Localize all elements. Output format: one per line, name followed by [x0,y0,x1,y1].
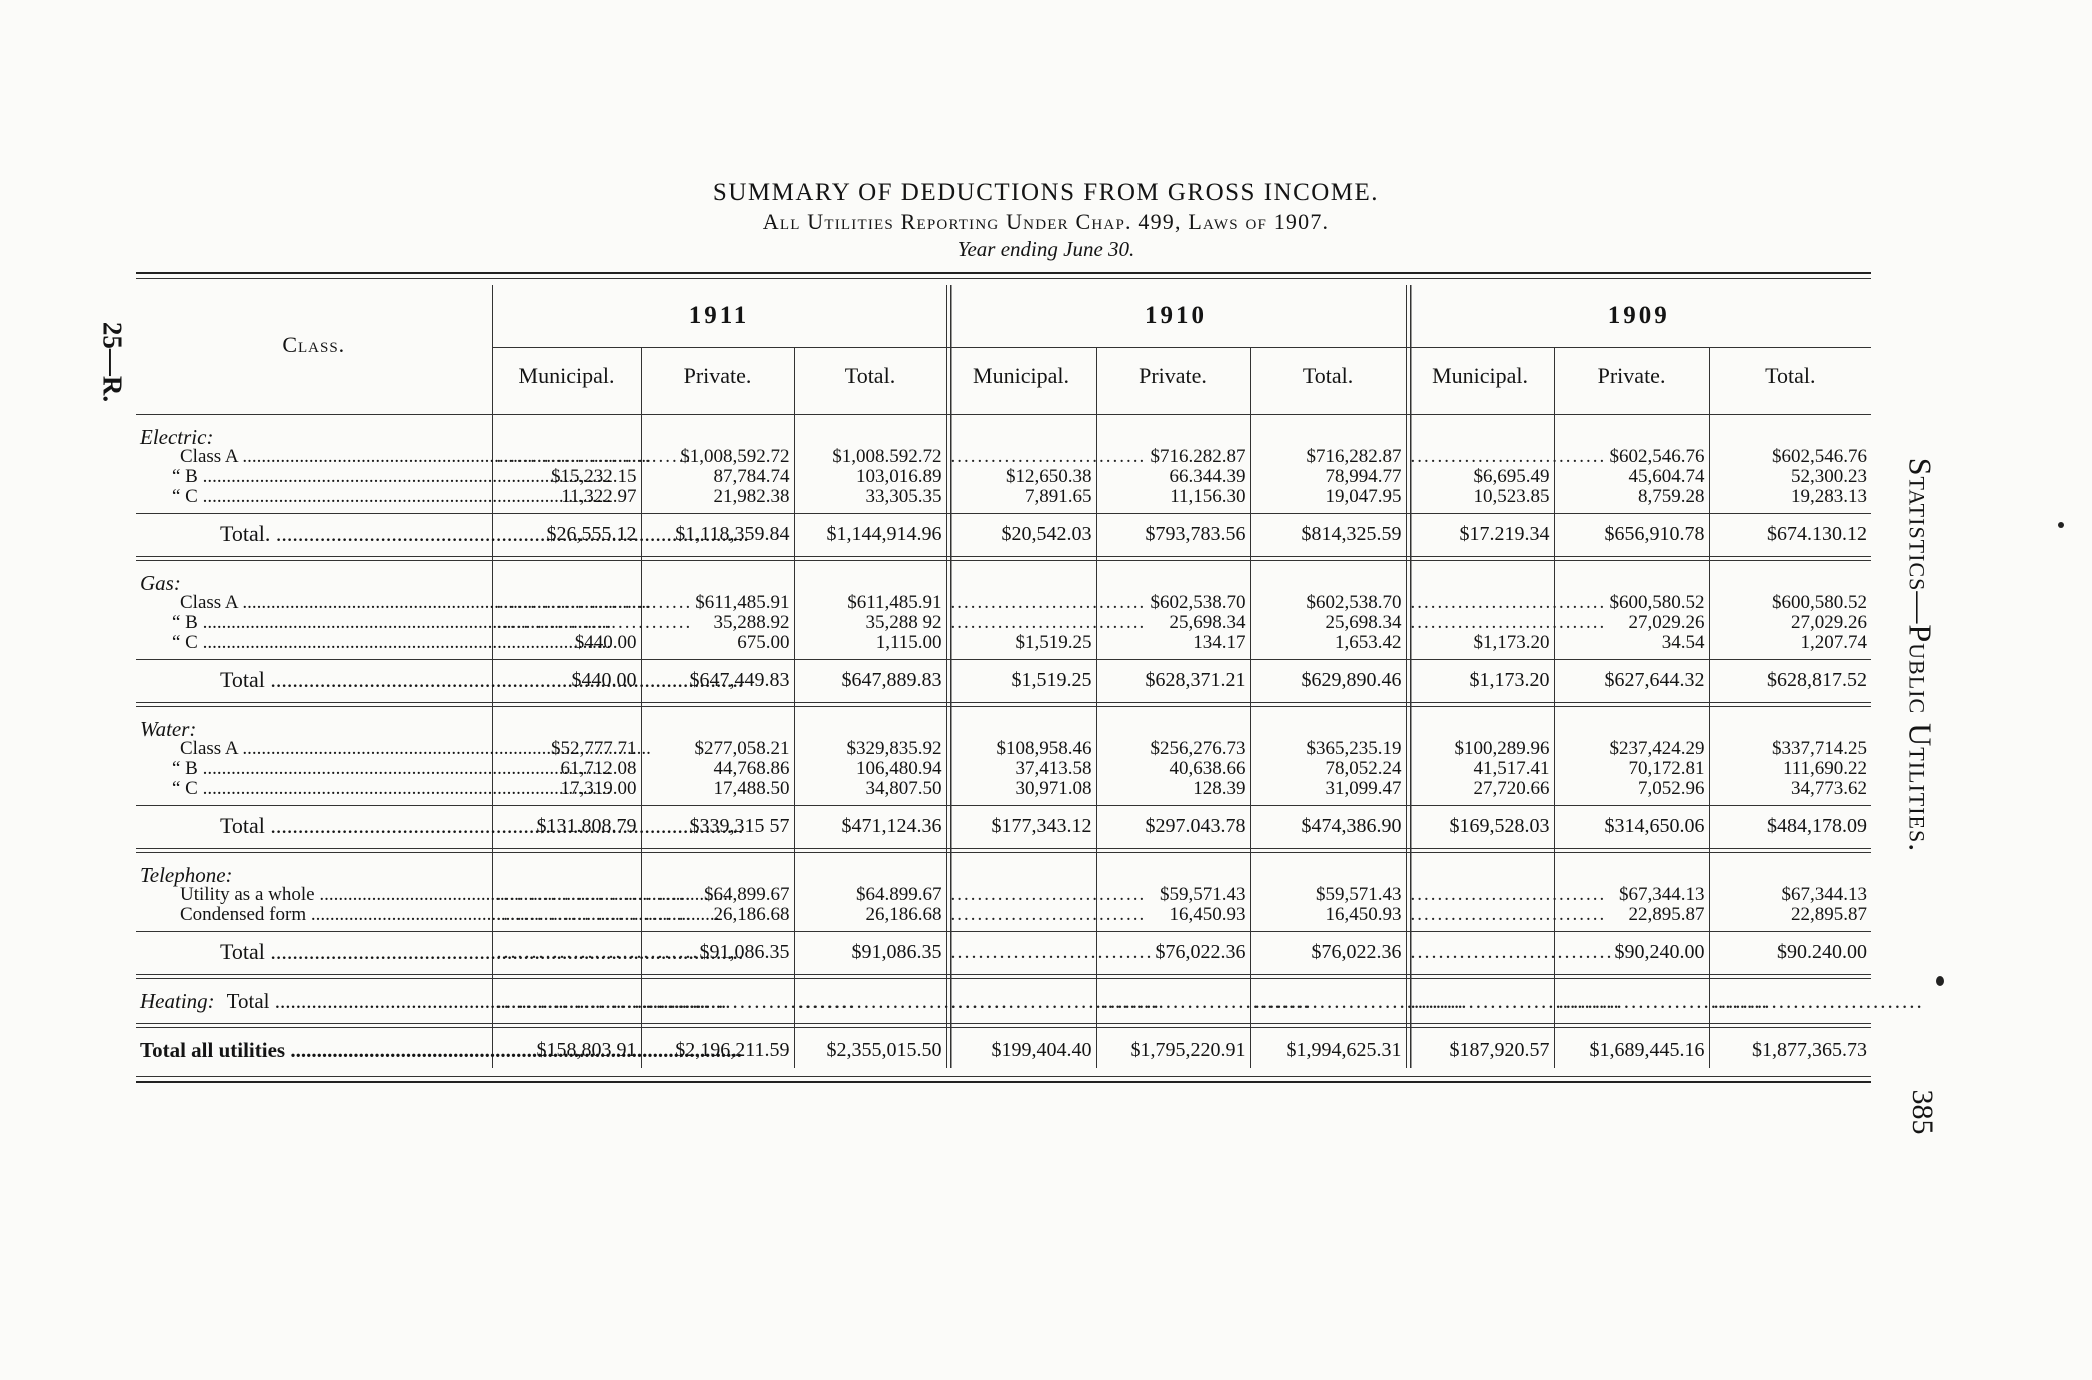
empty-cell: ............................. [1406,447,1554,467]
table-row [136,613,1871,633]
bottom-rule [136,1076,1871,1077]
value-cell: 66.344.39 [1096,467,1250,487]
empty-cell: ............................. [794,979,946,1018]
empty-cell: ............................. [946,885,1096,905]
empty-cell: ............................. [1406,613,1554,633]
value-cell: 103,016.89 [794,467,946,487]
value-cell: 70,172.81 [1554,759,1709,779]
value-cell: 10,523.85 [1406,487,1554,507]
value-cell: $716.282.87 [1096,447,1250,467]
total-cell: $90,240.00 [1554,932,1709,969]
row-label-text: Class A ..... [180,446,651,467]
row-label [136,487,492,507]
value-cell: 1,653.42 [1250,633,1406,653]
row-label-text: Class A ..... [180,738,651,759]
value-cell: 25,698.34 [1096,613,1250,633]
value-cell: 16,450.93 [1250,905,1406,925]
value-cell: 34.54 [1554,633,1709,653]
table-row [136,759,1871,779]
row-label-text: Condensed form ..... [180,904,719,925]
total-cell: $76,022.36 [1250,932,1406,969]
value-cell: 41,517.41 [1406,759,1554,779]
total-cell: $2,196,211.59 [641,1028,794,1069]
value-cell: 17,488.50 [641,779,794,799]
total-cell: $474,386.90 [1250,806,1406,843]
heating-label [136,979,492,1018]
value-cell: $256,276.73 [1096,739,1250,759]
subheader-municipal: Municipal. [946,348,1096,405]
bottom-rule-outer [136,1081,1871,1083]
value-cell: $365,235.19 [1250,739,1406,759]
empty-cell: ............................. [1406,593,1554,613]
empty-cell: ............................. [1554,979,1709,1018]
value-cell: 19,283.13 [1709,487,1871,507]
bullet-mark [2058,522,2064,528]
total-cell: $647,889.83 [794,660,946,697]
total-cell: $158,803.91 [492,1028,641,1069]
section-label: Electric: [140,425,214,449]
total-cell: $199,404.40 [946,1028,1096,1069]
title-block [0,178,2092,262]
value-cell: 11,322.97 [492,487,641,507]
section-label: Gas: [140,571,181,595]
value-cell: 61,712.08 [492,759,641,779]
total-cell: $131.808.79 [492,806,641,843]
total-row [136,660,1871,697]
value-cell: $1,008.592.72 [794,447,946,467]
value-cell: 26,186.68 [641,905,794,925]
value-cell: 44,768.86 [641,759,794,779]
value-cell: $64,899.67 [641,885,794,905]
value-cell: $100,289.96 [1406,739,1554,759]
row-label-text: “ B ..... [172,758,611,779]
value-cell: $602,546.76 [1554,447,1709,467]
empty-cell: ............................. [946,593,1096,613]
value-cell: 34,807.50 [794,779,946,799]
value-cell: $12,650.38 [946,467,1096,487]
total-cell: $26,555.12 [492,514,641,551]
total-label-text: Total ..... [220,667,743,692]
total-cell: $1,877,365.73 [1709,1028,1871,1069]
table-row [136,905,1871,925]
value-cell: 22,895.87 [1709,905,1871,925]
table-period: Year ending June 30. [957,237,1135,261]
row-label-text: “ C ..... [172,778,611,799]
empty-cell: ............................. [946,979,1096,1018]
row-label-text: “ C ..... [172,486,611,507]
table-row [136,593,1871,613]
subheader-municipal: Municipal. [492,348,641,405]
empty-cell: ............................. [492,447,641,467]
row-label-text: “ B ..... [172,466,611,487]
table-row [136,467,1871,487]
table-subtitle: All Utilities Reporting Under Chap. 499, Laws of 1907. [762,209,1330,234]
table-row [136,447,1871,467]
total-cell: $1,795,220.91 [1096,1028,1250,1069]
section-label: Water: [140,717,197,741]
total-cell: $187,920.57 [1406,1028,1554,1069]
value-cell: 1,207.74 [1709,633,1871,653]
empty-cell: ............................. [1406,905,1554,925]
value-cell: 675.00 [641,633,794,653]
value-cell: $15,232.15 [492,467,641,487]
row-label [136,633,492,653]
value-cell: 33,305.35 [794,487,946,507]
total-cell: $169,528.03 [1406,806,1554,843]
value-cell: 52,300.23 [1709,467,1871,487]
value-cell: $59,571.43 [1250,885,1406,905]
value-cell: 40,638.66 [1096,759,1250,779]
value-cell: 78,052.24 [1250,759,1406,779]
value-cell: 31,099.47 [1250,779,1406,799]
empty-cell: ............................. [492,613,641,633]
total-cell: $1,118,359.84 [641,514,794,551]
row-label-text: “ C ..... [172,632,611,653]
row-label [136,613,492,633]
header-separator [136,404,1871,415]
row-label [136,739,492,759]
grand-total-row [136,1028,1871,1069]
empty-cell: ............................. [1096,979,1250,1018]
value-cell: $1,519.25 [946,633,1096,653]
total-cell: $91,086.35 [641,932,794,969]
value-cell: 30,971.08 [946,779,1096,799]
total-cell: $91,086.35 [794,932,946,969]
total-cell: $440.00 [492,660,641,697]
value-cell: 16,450.93 [1096,905,1250,925]
grand-total-label-text: Total all utilities ..... [140,1038,742,1062]
table-row [136,487,1871,507]
value-cell: $600,580.52 [1554,593,1709,613]
empty-cell: ............................. [492,905,641,925]
total-cell: $629,890.46 [1250,660,1406,697]
value-cell: 45,604.74 [1554,467,1709,487]
heating-row [136,979,1871,1018]
year-header-1911: 1911 [492,285,946,348]
value-cell: 11,156.30 [1096,487,1250,507]
top-rule-inner [136,278,1871,279]
subheader-total: Total. [794,348,946,405]
value-cell: $67,344.13 [1554,885,1709,905]
total-cell: $1,994,625.31 [1250,1028,1406,1069]
value-cell: 8,759.28 [1554,487,1709,507]
value-cell: $108,958.46 [946,739,1096,759]
class-header: Class. [282,331,346,357]
total-label-text: Total ..... [220,813,743,838]
page-number: 385 [1906,1089,1939,1135]
empty-cell: ............................. [492,593,641,613]
value-cell: $277,058.21 [641,739,794,759]
value-cell: $611,485.91 [641,593,794,613]
table-row [136,779,1871,799]
value-cell: 78,994.77 [1250,467,1406,487]
running-head: Statistics—Public Utilities. [1902,457,1939,853]
total-cell: $627,644.32 [1554,660,1709,697]
value-cell: 21,982.38 [641,487,794,507]
value-cell: $602,538.70 [1096,593,1250,613]
value-cell: $602,546.76 [1709,447,1871,467]
value-cell: 111,690.22 [1709,759,1871,779]
heating-total-label: Total ..... [227,989,727,1013]
value-cell: $52,777.71 [492,739,641,759]
row-label [136,759,492,779]
empty-cell: ............................. [1406,885,1554,905]
empty-cell: ............................. [492,932,641,969]
total-cell: $314,650.06 [1554,806,1709,843]
total-row [136,806,1871,843]
row-label [136,467,492,487]
value-cell: 17,319.00 [492,779,641,799]
total-cell: $1,519.25 [946,660,1096,697]
empty-cell: ............................. [946,905,1096,925]
table-row [136,633,1871,653]
total-cell: $628,817.52 [1709,660,1871,697]
value-cell: 35,288.92 [641,613,794,633]
total-cell: $339,315 57 [641,806,794,843]
total-cell: $674.130.12 [1709,514,1871,551]
total-cell: $90.240.00 [1709,932,1871,969]
empty-cell: ............................. [1250,979,1406,1018]
total-cell: $1,173.20 [1406,660,1554,697]
empty-cell: ............................. [641,979,794,1018]
subheader-private: Private. [641,348,794,405]
section-label: Telephone: [140,863,233,887]
value-cell: $602,538.70 [1250,593,1406,613]
year-header-1909: 1909 [1406,285,1871,348]
total-row [136,932,1871,969]
table-row [136,739,1871,759]
value-cell: 27,720.66 [1406,779,1554,799]
row-label [136,885,492,905]
empty-cell: ............................. [946,932,1096,969]
value-cell: $611,485.91 [794,593,946,613]
value-cell: 87,784.74 [641,467,794,487]
total-cell: $2,355,015.50 [794,1028,946,1069]
report-code: 25—R. [97,321,128,403]
top-rule [136,272,1871,274]
value-cell: $716,282.87 [1250,447,1406,467]
value-cell: $1,008,592.72 [641,447,794,467]
subheader-total: Total. [1250,348,1406,405]
subheader-private: Private. [1554,348,1709,405]
empty-cell: ............................. [492,979,641,1018]
value-cell: 1,115.00 [794,633,946,653]
total-cell: $471,124.36 [794,806,946,843]
value-cell: 35,288 92 [794,613,946,633]
value-cell: 34,773.62 [1709,779,1871,799]
table-row [136,885,1871,905]
total-cell: $1,689,445.16 [1554,1028,1709,1069]
row-label-text: “ B ..... [172,612,611,633]
table-title: SUMMARY OF DEDUCTIONS FROM GROSS INCOME. [712,179,1380,206]
value-cell: 19,047.95 [1250,487,1406,507]
total-cell: $628,371.21 [1096,660,1250,697]
subheader-municipal: Municipal. [1406,348,1554,405]
total-row [136,514,1871,551]
row-label [136,905,492,925]
grand-total-label [136,1028,492,1069]
row-label-text: Class A ..... [180,592,651,613]
total-cell: $656,910.78 [1554,514,1709,551]
value-cell: $64.899.67 [794,885,946,905]
value-cell: 106,480.94 [794,759,946,779]
value-cell: 128.39 [1096,779,1250,799]
total-label [136,806,492,843]
value-cell: $59,571.43 [1096,885,1250,905]
empty-cell: ............................. [492,885,641,905]
total-cell: $793,783.56 [1096,514,1250,551]
subheader-total: Total. [1709,348,1871,405]
value-cell: 134.17 [1096,633,1250,653]
value-cell: 26,186.68 [794,905,946,925]
value-cell: $337,714.25 [1709,739,1871,759]
total-cell: $1,144,914.96 [794,514,946,551]
value-cell: 22,895.87 [1554,905,1709,925]
row-label [136,593,492,613]
value-cell: $329,835.92 [794,739,946,759]
value-cell: 25,698.34 [1250,613,1406,633]
empty-cell: ............................. [946,447,1096,467]
value-cell: 7,891.65 [946,487,1096,507]
bullet-mark [1936,976,1944,986]
total-cell: $20,542.03 [946,514,1096,551]
empty-cell: ............................. [1406,979,1554,1018]
value-cell: 27,029.26 [1554,613,1709,633]
total-label [136,514,492,551]
total-label [136,932,492,969]
value-cell: 7,052.96 [1554,779,1709,799]
total-cell: $177,343.12 [946,806,1096,843]
row-label [136,779,492,799]
year-header-1910: 1910 [946,285,1406,348]
subheader-private: Private. [1096,348,1250,405]
value-cell: $600,580.52 [1709,593,1871,613]
total-label [136,660,492,697]
total-cell: $647,449.83 [641,660,794,697]
total-cell: $484,178.09 [1709,806,1871,843]
total-cell: $17.219.34 [1406,514,1554,551]
heating-name: Heating: [140,989,215,1013]
empty-cell: ............................. [946,613,1096,633]
total-cell: $76,022.36 [1096,932,1250,969]
value-cell: 37,413.58 [946,759,1096,779]
row-label-text: Utility as a whole ..... [180,884,728,905]
value-cell: 27,029.26 [1709,613,1871,633]
value-cell: $237,424.29 [1554,739,1709,759]
row-label [136,447,492,467]
empty-cell: ............................. [1406,932,1554,969]
total-cell: $814,325.59 [1250,514,1406,551]
value-cell: $6,695.49 [1406,467,1554,487]
total-label-text: Total. ..... [220,521,749,546]
value-cell: $67,344.13 [1709,885,1871,905]
total-label-text: Total ..... [220,939,743,964]
empty-cell: ............................. [1709,979,1871,1018]
value-cell: $440.00 [492,633,641,653]
total-cell: $297.043.78 [1096,806,1250,843]
value-cell: $1,173.20 [1406,633,1554,653]
